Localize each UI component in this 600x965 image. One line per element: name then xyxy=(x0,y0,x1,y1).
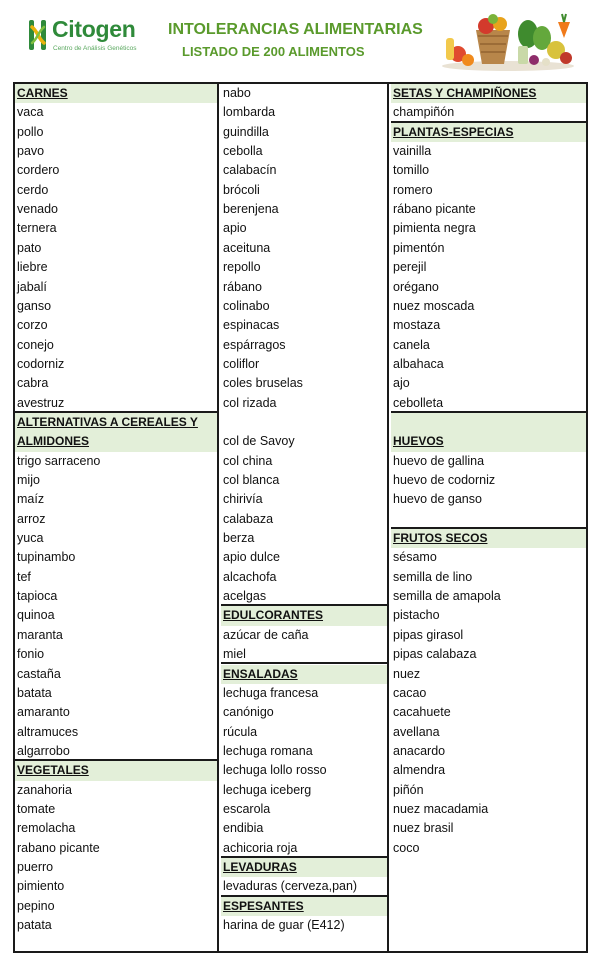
list-item: pimentón xyxy=(393,240,445,255)
citogen-logo xyxy=(28,16,138,56)
list-item: vaca xyxy=(17,105,44,120)
list-item: lechuga francesa xyxy=(223,685,319,700)
list-item: rúcula xyxy=(223,724,258,739)
section-header-setas: SETAS Y CHAMPIÑONES xyxy=(391,84,586,103)
page-header xyxy=(0,0,600,80)
section-header-plantas: PLANTAS-ESPECIAS xyxy=(391,123,586,142)
list-item: col de Savoy xyxy=(223,434,295,449)
section-header-vegetales: VEGETALES xyxy=(15,761,217,780)
list-item: coliflor xyxy=(223,356,260,371)
page-title: INTOLERANCIAS ALIMENTARIAS xyxy=(168,21,423,38)
list-item: levaduras (cerveza,pan) xyxy=(221,877,387,896)
section-header-ensaladas: ENSALADAS xyxy=(221,665,387,684)
list-item: corzo xyxy=(17,318,48,333)
list-item: liebre xyxy=(17,260,48,275)
list-item: tapioca xyxy=(17,589,58,604)
list-item: arroz xyxy=(17,511,46,526)
list-item: zanahoria xyxy=(17,782,72,797)
list-item: ajo xyxy=(393,376,410,391)
list-item: castaña xyxy=(17,666,61,681)
list-item: avellana xyxy=(393,724,440,739)
list-item: trigo sarraceno xyxy=(17,453,101,468)
list-item: orégano xyxy=(393,279,439,294)
section-header-espesantes: ESPESANTES xyxy=(221,897,387,916)
list-item: lechuga lollo rosso xyxy=(223,763,327,778)
list-item: apio xyxy=(223,221,247,236)
list-item: lechuga iceberg xyxy=(223,782,312,797)
list-item: nuez xyxy=(393,666,421,681)
list-item: avestruz xyxy=(15,394,217,413)
list-item: semilla de lino xyxy=(393,569,473,584)
list-item: calabaza xyxy=(223,511,274,526)
list-item: cerdo xyxy=(17,182,49,197)
section-header-frutos-secos: FRUTOS SECOS xyxy=(391,529,586,548)
list-item: tef xyxy=(17,569,31,584)
list-item: cordero xyxy=(17,163,60,178)
list-item: coco xyxy=(393,840,420,855)
list-item: lechuga romana xyxy=(223,743,313,758)
list-item: algarrobo xyxy=(15,742,217,761)
column-2 xyxy=(221,84,389,951)
list-item: alcachofa xyxy=(223,569,277,584)
citogen-logo-icon xyxy=(28,18,48,52)
list-item: cebolla xyxy=(223,144,263,159)
list-item: champiñón xyxy=(391,103,586,122)
list-item: canela xyxy=(393,337,430,352)
list-item: cacao xyxy=(393,685,427,700)
list-item: tupinambo xyxy=(17,550,76,565)
list-item: almendra xyxy=(393,763,446,778)
list-item: fonio xyxy=(17,647,45,662)
list-item: codorniz xyxy=(17,356,65,371)
list-item: calabacín xyxy=(223,163,277,178)
list-item: pavo xyxy=(17,144,45,159)
list-item: azúcar de caña xyxy=(223,627,309,642)
column-1 xyxy=(15,84,219,951)
list-item: piñón xyxy=(393,782,424,797)
list-item: pipas calabaza xyxy=(393,647,477,662)
list-item: vainilla xyxy=(393,144,432,159)
list-item: chirivía xyxy=(223,492,263,507)
list-item: maranta xyxy=(17,627,63,642)
list-item: cacahuete xyxy=(393,705,451,720)
section-header-huevos: HUEVOS xyxy=(391,413,586,452)
list-item: apio dulce xyxy=(223,550,280,565)
list-item: altramuces xyxy=(17,724,79,739)
list-item: pollo xyxy=(17,124,44,139)
list-item: perejil xyxy=(393,260,427,275)
list-item: puerro xyxy=(17,860,54,874)
list-item: yuca xyxy=(17,531,44,546)
brand-tagline: Centro de Análisis Genéticos xyxy=(53,45,137,52)
list-item: berza xyxy=(223,531,255,546)
list-item: jabalí xyxy=(17,279,47,294)
list-item: achicoria roja xyxy=(221,839,387,858)
list-item: cabra xyxy=(17,376,49,391)
list-item: cebolleta xyxy=(391,394,586,413)
section-header-cereales: ALTERNATIVAS A CEREALES Y ALMIDONES xyxy=(15,413,217,452)
list-item: mostaza xyxy=(393,318,441,333)
list-item: lombarda xyxy=(223,105,276,120)
section-header-levaduras: LEVADURAS xyxy=(221,858,387,877)
list-item: amaranto xyxy=(17,705,70,720)
list-item: nuez macadamia xyxy=(393,801,489,816)
list-item: nabo xyxy=(223,86,251,100)
list-item: col blanca xyxy=(223,473,280,487)
list-item: rábano xyxy=(223,279,262,294)
list-item: albahaca xyxy=(393,356,444,371)
section-header-edulcorantes: EDULCORANTES xyxy=(221,606,387,625)
list-item: pepino xyxy=(17,898,55,913)
list-item: brócoli xyxy=(223,182,260,197)
list-item: guindilla xyxy=(223,124,269,139)
list-item: remolacha xyxy=(17,821,76,836)
list-item: quinoa xyxy=(17,608,55,623)
list-item: rabano picante xyxy=(17,840,100,855)
list-item: huevo de ganso xyxy=(393,492,482,507)
list-item: batata xyxy=(17,685,52,700)
list-item: espárragos xyxy=(223,337,286,352)
list-item: venado xyxy=(17,202,59,217)
list-item: conejo xyxy=(17,337,54,352)
section-header-carnes: CARNES xyxy=(15,84,217,103)
list-item: pipas girasol xyxy=(393,627,464,642)
list-item: col china xyxy=(223,453,273,468)
list-item: pato xyxy=(17,240,42,255)
list-item: semilla de amapola xyxy=(393,589,501,604)
list-item: acelgas xyxy=(221,587,387,606)
list-item: tomillo xyxy=(393,163,430,178)
list-item: nuez moscada xyxy=(393,298,475,313)
list-item: ternera xyxy=(17,221,57,236)
blank-row xyxy=(391,510,586,529)
list-item: tomate xyxy=(17,801,56,816)
list-item: huevo de codorniz xyxy=(393,473,496,487)
list-item: pimienta negra xyxy=(393,221,476,236)
food-list-table xyxy=(13,82,588,953)
list-item: aceituna xyxy=(223,240,271,255)
list-item: huevo de gallina xyxy=(393,453,485,468)
page-subtitle: LISTADO DE 200 ALIMENTOS xyxy=(182,44,365,59)
list-item: col rizada xyxy=(223,395,277,410)
list-item: maíz xyxy=(17,492,45,507)
list-item: sésamo xyxy=(393,550,437,565)
list-item: nuez brasil xyxy=(393,821,454,836)
list-item: colinabo xyxy=(223,298,270,313)
list-item: endibia xyxy=(223,821,264,836)
column-3 xyxy=(391,84,586,951)
list-item: coles bruselas xyxy=(223,376,303,391)
list-item: romero xyxy=(393,182,433,197)
list-item: ganso xyxy=(17,298,52,313)
list-item: berenjena xyxy=(223,202,279,217)
list-item: anacardo xyxy=(393,743,446,758)
list-item: harina de guar (E412) xyxy=(223,918,345,933)
list-item: pistacho xyxy=(393,608,440,623)
list-item: miel xyxy=(221,645,387,664)
food-basket-image xyxy=(438,8,578,72)
list-item: mijo xyxy=(17,473,40,487)
list-item: escarola xyxy=(223,801,271,816)
list-item: patata xyxy=(17,918,52,933)
list-item: canónigo xyxy=(223,705,274,720)
list-item: repollo xyxy=(223,260,261,275)
list-item: espinacas xyxy=(223,318,280,333)
brand-name: Citogen xyxy=(52,16,136,42)
list-item: rábano picante xyxy=(393,202,476,217)
list-item: pimiento xyxy=(17,879,65,894)
